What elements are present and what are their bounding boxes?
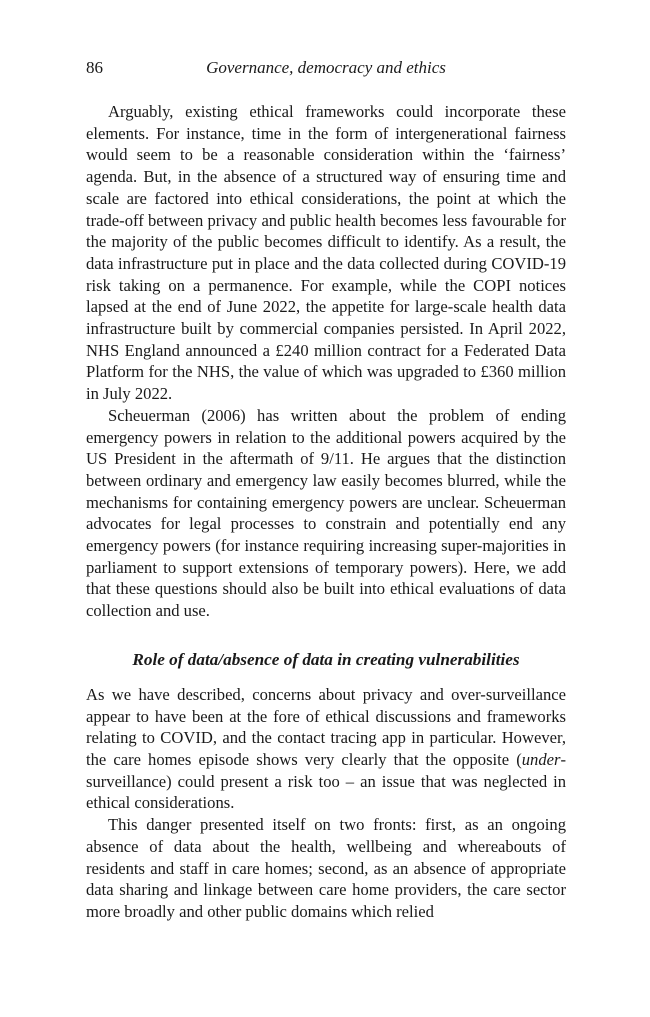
emphasis-text: under [521, 749, 561, 769]
body-text [86, 101, 566, 923]
paragraph-text: As we have described, concerns about privacy and over-surveillance appear to have been at the fore of ethical discussions and frameworks relating to COVID, and the contact tracing app in particular. However, the care homes episode shows very clearly that the opposite ( [86, 684, 566, 769]
page-number: 86 [86, 58, 103, 77]
running-title: Governance, democracy and ethics [206, 58, 446, 77]
running-head [86, 56, 566, 80]
body-paragraph [86, 684, 566, 814]
paragraph-text: -surveillance) could present a risk too – an issue that was neglected in ethical considerations. [86, 749, 566, 813]
body-paragraph: Scheuerman (2006) has written about the problem of ending emergency powers in relation to the additional powers acquired by the US President in the aftermath of 9/11. He argues that the distinction between ordinary and emergency law easily becomes blurred, while the mechanisms for containing emergency powers are unclear. Scheuerman advocates for legal processes to constrain and potentially end any emergency powers (for instance requiring increasing super-majorities in parliament to support extensions of temporary powers). Here, we add that these questions should also be built into ethical evaluations of data collection and use. [86, 405, 566, 621]
book-page [86, 56, 566, 923]
body-paragraph: This danger presented itself on two fronts: first, as an ongoing absence of data about the health, wellbeing and whereabouts of residents and staff in care homes; second, as an absence of appropriate data sharing and linkage between care home providers, the care sector more broadly and other public domains which relied [86, 815, 566, 921]
section-heading: Role of data/absence of data in creating vulnerabilities [132, 649, 520, 669]
body-paragraph: Arguably, existing ethical frameworks could incorporate these elements. For instance, time in the form of intergenerational fairness would seem to be a reasonable consideration within the ‘fairness’ agenda. But, in the absence of a structured way of ensuring time and scale are factored into ethical considerations, the point at which the trade-off between privacy and public health becomes less favourable for the majority of the public becomes difficult to identify. As a result, the data infrastructure put in place and the data collected during COVID-19 risk taking on a permanence. For example, while the COPI notices lapsed at the end of June 2022, the appetite for large-scale health data infrastructure built by commercial companies persisted. In April 2022, NHS England announced a £240 million contract for a Federated Data Platform for the NHS, the value of which was upgraded to £360 million in July 2022. [86, 102, 566, 404]
